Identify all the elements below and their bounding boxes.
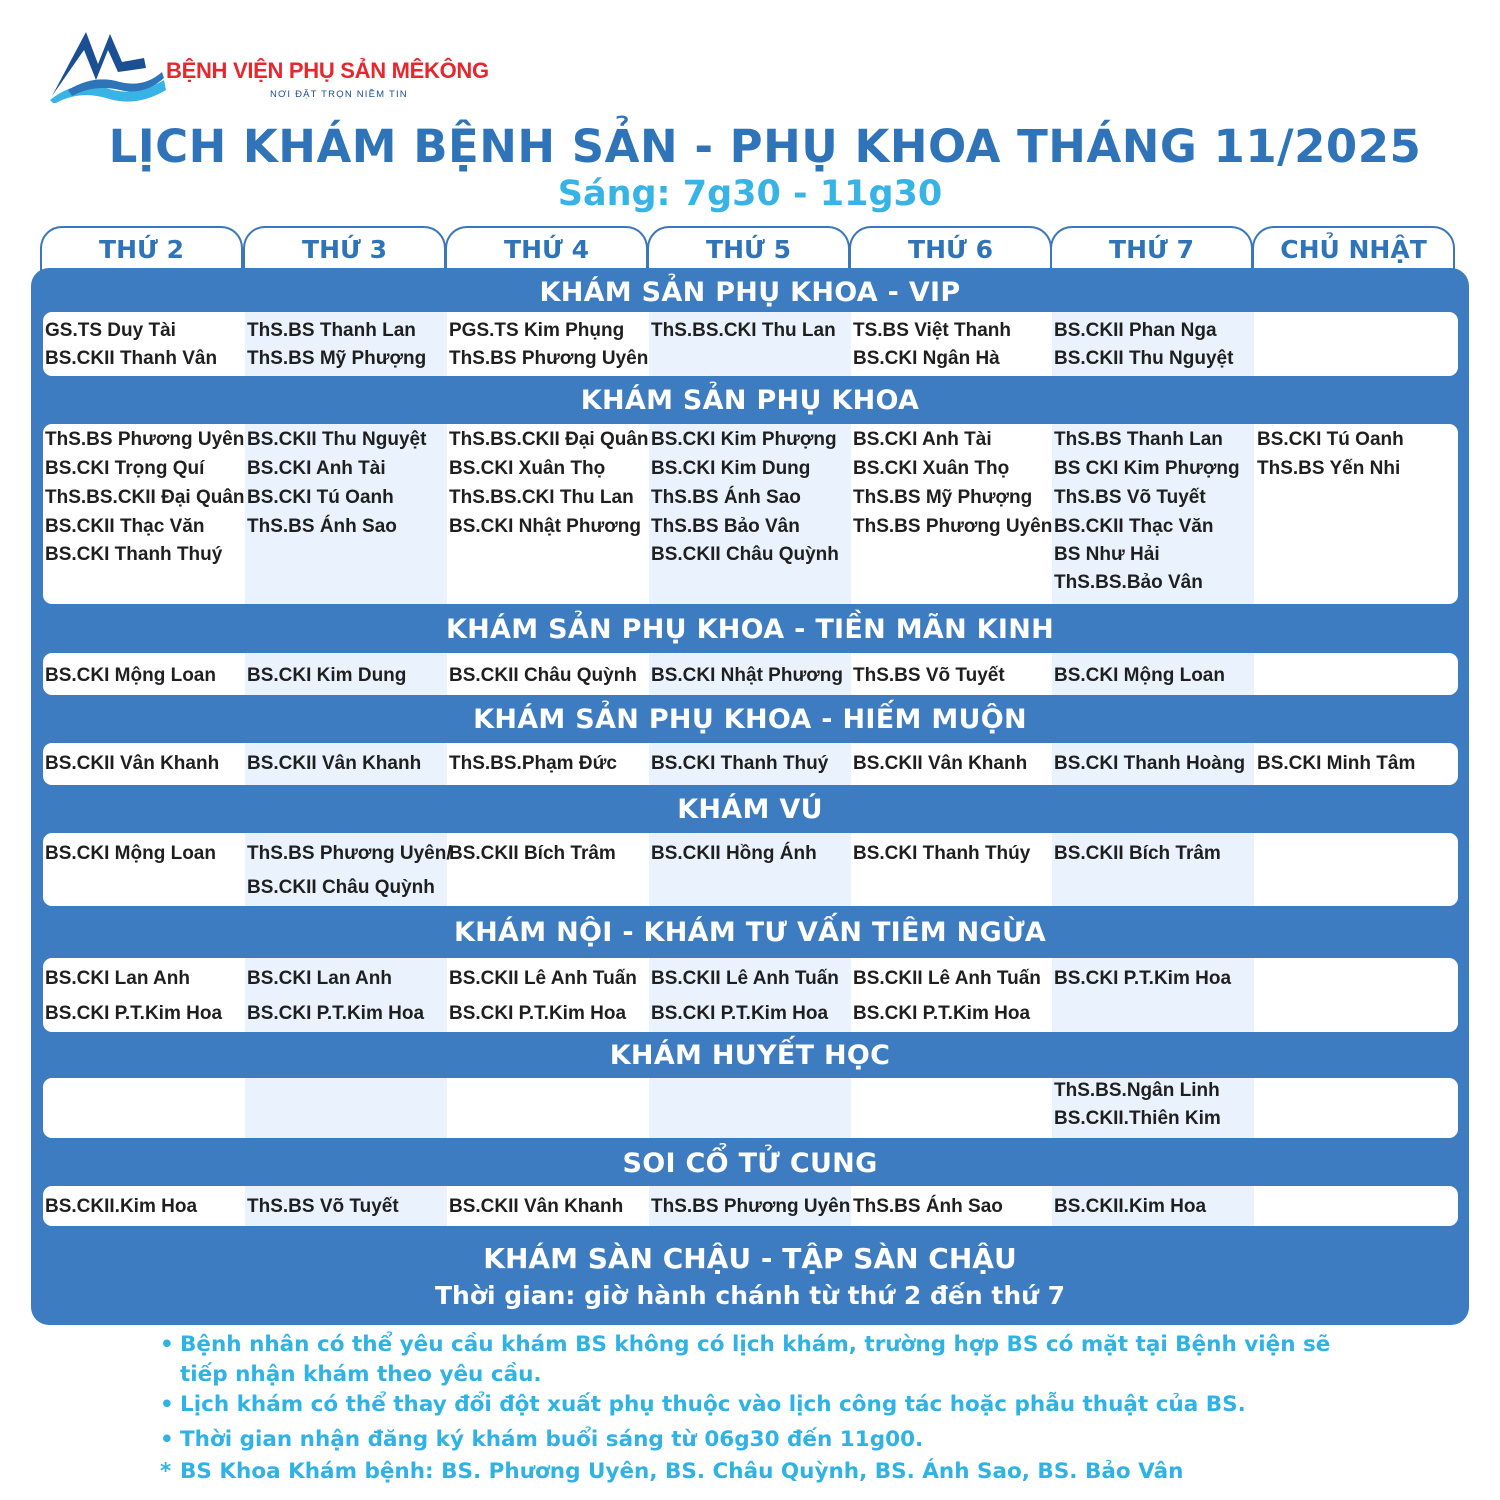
doctor-name: BS.CKI Anh Tài bbox=[853, 429, 992, 450]
schedule-row bbox=[43, 833, 1458, 906]
section-title: SOI CỔ TỬ CUNG bbox=[622, 1148, 878, 1179]
doctor-name: BS.CKII Thu Nguyệt bbox=[1054, 348, 1234, 369]
doctor-name: BS.CKII Vân Khanh bbox=[45, 753, 220, 774]
doctor-name: BS.CKI Thanh Thuý bbox=[651, 753, 829, 774]
day-tab-thu: THỨ 5 bbox=[647, 226, 850, 274]
doctor-name: ThS.BS Võ Tuyết bbox=[1054, 487, 1206, 508]
schedule-cell bbox=[851, 958, 1053, 1032]
doctor-name: ThS.BS Thanh Lan bbox=[1054, 429, 1223, 450]
schedule-cell bbox=[1255, 833, 1458, 906]
schedule-cell bbox=[851, 312, 1053, 376]
day-tab-tue: THỨ 3 bbox=[243, 226, 446, 274]
schedule-cell bbox=[43, 312, 245, 376]
doctor-name: ThS.BS Yến Nhi bbox=[1257, 458, 1401, 479]
section-title: KHÁM VÚ bbox=[677, 794, 823, 825]
doctor-name: BS.CKI Kim Phượng bbox=[651, 429, 837, 450]
schedule-cell bbox=[447, 743, 649, 785]
note-line bbox=[160, 1332, 1330, 1357]
doctor-name: BS.CKI Minh Tâm bbox=[1257, 753, 1416, 774]
schedule-cell bbox=[43, 653, 245, 695]
doctor-name: BS.CKII Thanh Vân bbox=[45, 348, 218, 369]
doctor-name: ThS.BS.CKII Đại Quân bbox=[45, 487, 245, 508]
doctor-name: BS.CKII.Thiên Kim bbox=[1054, 1108, 1221, 1129]
doctor-name: BS.CKI P.T.Kim Hoa bbox=[449, 1003, 627, 1024]
doctor-name: ThS.BS Võ Tuyết bbox=[247, 1196, 399, 1217]
schedule-cell bbox=[1255, 958, 1458, 1032]
schedule-cell bbox=[1255, 1078, 1458, 1138]
doctor-name: ThS.BS.Phạm Đức bbox=[449, 753, 617, 774]
pelvic-floor-title: KHÁM SÀN CHẬU - TẬP SÀN CHẬU bbox=[483, 1242, 1017, 1275]
doctor-name: BS.CKII.Kim Hoa bbox=[1054, 1196, 1207, 1217]
doctor-name: BS.CKII Lê Anh Tuấn bbox=[853, 968, 1041, 989]
note-text: Thời gian nhận đăng ký khám buổi sáng từ 06g30 đến 11g00. bbox=[180, 1427, 924, 1452]
schedule-row bbox=[43, 1078, 1458, 1138]
doctor-name: BS.CKI P.T.Kim Hoa bbox=[247, 1003, 425, 1024]
section-title: KHÁM HUYẾT HỌC bbox=[609, 1040, 891, 1071]
doctor-name: BS.CKII Châu Quỳnh bbox=[247, 877, 435, 898]
schedule-cell bbox=[649, 833, 851, 906]
schedule-cell bbox=[1052, 833, 1254, 906]
doctor-name: ThS.BS Võ Tuyết bbox=[853, 665, 1005, 686]
note-line bbox=[160, 1459, 1183, 1484]
doctor-name: BS.CKII Lê Anh Tuấn bbox=[651, 968, 839, 989]
schedule-cell bbox=[1052, 743, 1254, 785]
schedule-cell bbox=[1255, 424, 1458, 604]
schedule-row bbox=[43, 743, 1458, 785]
doctor-name: BS.CKII Lê Anh Tuấn bbox=[449, 968, 637, 989]
section-title: KHÁM SẢN PHỤ KHOA - TIỀN MÃN KINH bbox=[445, 614, 1055, 645]
schedule-cell bbox=[1052, 312, 1254, 376]
doctor-name: ThS.BS Phương Uyên/ bbox=[247, 843, 452, 864]
day-tab-wed: THỨ 4 bbox=[445, 226, 648, 274]
note-bullet: * bbox=[160, 1459, 172, 1484]
doctor-name: BS.CKII Châu Quỳnh bbox=[651, 544, 839, 565]
doctor-name: BS.CKI Xuân Thọ bbox=[449, 458, 606, 479]
schedule-cell bbox=[851, 833, 1053, 906]
doctor-name: BS.CKI Mộng Loan bbox=[45, 665, 216, 686]
schedule-cell bbox=[1255, 1186, 1458, 1226]
note-text: BS Khoa Khám bệnh: BS. Phương Uyên, BS. Châu Quỳnh, BS. Ánh Sao, BS. Bảo Vân bbox=[180, 1459, 1184, 1484]
doctor-name: BS.CKI Nhật Phương bbox=[449, 516, 641, 537]
doctor-name: BS.CKI P.T.Kim Hoa bbox=[1054, 968, 1232, 989]
schedule-cell bbox=[447, 1078, 649, 1138]
doctor-name: BS.CKI Kim Dung bbox=[247, 665, 407, 686]
schedule-cell bbox=[245, 958, 447, 1032]
schedule-cell bbox=[1052, 1078, 1254, 1138]
doctor-name: ThS.BS Ánh Sao bbox=[247, 516, 397, 537]
doctor-name: BS Như Hải bbox=[1054, 544, 1160, 565]
doctor-name: BS.CKI Lan Anh bbox=[247, 968, 392, 989]
doctor-name: BS.CKII Hồng Ánh bbox=[651, 843, 817, 864]
doctor-name: BS.CKI Thanh Hoàng bbox=[1054, 753, 1246, 774]
doctor-name: BS.CKI Lan Anh bbox=[45, 968, 190, 989]
schedule-cell bbox=[447, 958, 649, 1032]
doctor-name: BS.CKII.Kim Hoa bbox=[45, 1196, 198, 1217]
doctor-name: BS.CKI P.T.Kim Hoa bbox=[45, 1003, 223, 1024]
doctor-name: BS.CKI Xuân Thọ bbox=[853, 458, 1010, 479]
doctor-name: BS.CKI P.T.Kim Hoa bbox=[853, 1003, 1031, 1024]
schedule-cell bbox=[649, 653, 851, 695]
schedule-cell bbox=[851, 1078, 1053, 1138]
doctor-name: BS.CKI Mộng Loan bbox=[45, 843, 216, 864]
schedule-cell bbox=[851, 653, 1053, 695]
hospital-wave-logo-icon bbox=[48, 28, 168, 103]
note-text: tiếp nhận khám theo yêu cầu. bbox=[180, 1362, 542, 1387]
doctor-name: ThS.BS.Ngân Linh bbox=[1054, 1080, 1220, 1101]
schedule-cell bbox=[245, 833, 452, 906]
note-bullet: • bbox=[160, 1332, 174, 1357]
day-tab-sat: THỨ 7 bbox=[1050, 226, 1253, 274]
doctor-name: BS CKI Kim Phượng bbox=[1054, 458, 1240, 479]
schedule-cell bbox=[649, 743, 851, 785]
schedule-cell bbox=[649, 958, 851, 1032]
schedule-cell bbox=[245, 312, 447, 376]
doctor-name: ThS.BS Ánh Sao bbox=[651, 487, 801, 508]
pelvic-floor-hours: Thời gian: giờ hành chánh từ thứ 2 đến thứ 7 bbox=[434, 1281, 1066, 1310]
doctor-name: BS.CKI Anh Tài bbox=[247, 458, 386, 479]
schedule-cell bbox=[1052, 424, 1254, 604]
schedule-cell bbox=[851, 424, 1053, 604]
schedule-cell bbox=[649, 424, 851, 604]
doctor-name: ThS.BS.CKII Đại Quân bbox=[449, 429, 649, 450]
schedule-cell bbox=[447, 1186, 649, 1226]
day-tab-fri: THỨ 6 bbox=[849, 226, 1052, 274]
doctor-name: BS.CKII Thạc Văn bbox=[1054, 516, 1214, 537]
schedule-cell bbox=[43, 958, 245, 1032]
doctor-name: BS.CKI Kim Dung bbox=[651, 458, 811, 479]
day-tab-mon: THỨ 2 bbox=[40, 226, 243, 274]
schedule-row bbox=[43, 958, 1458, 1032]
schedule-cell bbox=[447, 424, 649, 604]
page-title: LỊCH KHÁM BỆNH SẢN - PHỤ KHOA THÁNG 11/2025 bbox=[108, 120, 1422, 173]
doctor-name: BS.CKI Tú Oanh bbox=[1257, 429, 1404, 450]
note-line bbox=[160, 1427, 923, 1452]
doctor-name: BS.CKI Ngân Hà bbox=[853, 348, 1000, 369]
day-tab-sun: CHỦ NHẬT bbox=[1252, 226, 1455, 274]
doctor-name: ThS.BS Phương Uyên bbox=[449, 348, 649, 369]
doctor-name: BS.CKI Trọng Quí bbox=[45, 458, 205, 479]
doctor-name: BS.CKII Bích Trâm bbox=[449, 843, 616, 864]
note-bullet: • bbox=[160, 1392, 174, 1417]
schedule-cell bbox=[851, 1186, 1053, 1226]
doctor-name: BS.CKI Nhật Phương bbox=[651, 665, 843, 686]
section-title: KHÁM SẢN PHỤ KHOA - VIP bbox=[539, 277, 961, 308]
section-title: KHÁM NỘI - KHÁM TƯ VẤN TIÊM NGỪA bbox=[453, 917, 1047, 948]
hospital-logo bbox=[48, 28, 508, 108]
doctor-name: ThS.BS.CKI Thu Lan bbox=[651, 320, 836, 341]
section-title: KHÁM SẢN PHỤ KHOA - HIẾM MUỘN bbox=[473, 704, 1027, 735]
doctor-name: PGS.TS Kim Phụng bbox=[449, 320, 625, 341]
page-subtitle: Sáng: 7g30 - 11g30 bbox=[557, 174, 943, 214]
schedule-cell bbox=[245, 1186, 447, 1226]
schedule-cell bbox=[245, 424, 447, 604]
schedule-cell bbox=[1255, 653, 1458, 695]
doctor-name: BS.CKII Phan Nga bbox=[1054, 320, 1217, 341]
doctor-name: ThS.BS Ánh Sao bbox=[853, 1196, 1003, 1217]
note-line bbox=[160, 1362, 542, 1387]
doctor-name: ThS.BS Phương Uyên bbox=[651, 1196, 851, 1217]
schedule-cell bbox=[43, 424, 245, 604]
doctor-name: BS.CKII Vân Khanh bbox=[853, 753, 1028, 774]
note-text: Bệnh nhân có thể yêu cầu khám BS không có lịch khám, trường hợp BS có mặt tại Bệnh viện sẽ bbox=[180, 1332, 1331, 1357]
hospital-name: BỆNH VIỆN PHỤ SẢN MÊKÔNG bbox=[166, 58, 489, 83]
doctor-name: BS.CKII Bích Trâm bbox=[1054, 843, 1221, 864]
schedule-cell bbox=[1052, 653, 1254, 695]
schedule-cell bbox=[851, 743, 1053, 785]
doctor-name: BS.CKI Thanh Thúy bbox=[853, 843, 1031, 864]
doctor-name: BS.CKI Mộng Loan bbox=[1054, 665, 1225, 686]
doctor-name: ThS.BS Phương Uyên bbox=[853, 516, 1053, 537]
schedule-cell bbox=[245, 743, 447, 785]
doctor-name: ThS.BS.CKI Thu Lan bbox=[449, 487, 634, 508]
schedule-cell bbox=[43, 743, 245, 785]
schedule-cell bbox=[649, 312, 851, 376]
schedule-cell bbox=[43, 1186, 245, 1226]
doctor-name: ThS.BS Mỹ Phượng bbox=[247, 348, 427, 369]
doctor-name: ThS.BS Mỹ Phượng bbox=[853, 487, 1033, 508]
schedule-cell bbox=[447, 312, 649, 376]
doctor-name: ThS.BS.Bảo Vân bbox=[1054, 572, 1203, 593]
section-title: KHÁM SẢN PHỤ KHOA bbox=[580, 385, 920, 416]
doctor-name: BS.CKII Châu Quỳnh bbox=[449, 665, 637, 686]
schedule-row bbox=[43, 312, 1458, 376]
doctor-name: BS.CKI Thanh Thuý bbox=[45, 544, 223, 565]
note-bullet: • bbox=[160, 1427, 174, 1452]
note-text: Lịch khám có thể thay đổi đột xuất phụ thuộc vào lịch công tác hoặc phẫu thuật của BS. bbox=[180, 1392, 1246, 1417]
schedule-cell bbox=[1255, 743, 1458, 785]
doctor-name: GS.TS Duy Tài bbox=[45, 320, 176, 341]
schedule-cell bbox=[1255, 312, 1458, 376]
doctor-name: BS.CKII Vân Khanh bbox=[247, 753, 422, 774]
doctor-name: BS.CKII Thu Nguyệt bbox=[247, 429, 427, 450]
schedule-cell bbox=[43, 833, 245, 906]
schedule-row bbox=[43, 1186, 1458, 1226]
note-line bbox=[160, 1392, 1246, 1417]
doctor-name: BS.CKII Thạc Văn bbox=[45, 516, 205, 537]
doctor-name: BS.CKI P.T.Kim Hoa bbox=[651, 1003, 829, 1024]
doctor-name: BS.CKII Vân Khanh bbox=[449, 1196, 624, 1217]
hospital-tagline: NƠI ĐẶT TRỌN NIỀM TIN bbox=[270, 89, 408, 100]
schedule-cell bbox=[245, 1078, 447, 1138]
schedule-cell bbox=[1052, 958, 1254, 1032]
doctor-name: TS.BS Việt Thanh bbox=[853, 320, 1012, 341]
schedule-cell bbox=[447, 653, 649, 695]
schedule-cell bbox=[649, 1078, 851, 1138]
schedule-cell bbox=[245, 653, 447, 695]
schedule-cell bbox=[447, 833, 649, 906]
schedule-row bbox=[43, 653, 1458, 695]
schedule-cell bbox=[43, 1078, 245, 1138]
schedule-cell bbox=[1052, 1186, 1254, 1226]
schedule-row bbox=[43, 424, 1458, 604]
doctor-name: ThS.BS Phương Uyên bbox=[45, 429, 245, 450]
doctor-name: ThS.BS Thanh Lan bbox=[247, 320, 416, 341]
doctor-name: BS.CKI Tú Oanh bbox=[247, 487, 394, 508]
schedule-cell bbox=[649, 1186, 851, 1226]
doctor-name: ThS.BS Bảo Vân bbox=[651, 516, 800, 537]
